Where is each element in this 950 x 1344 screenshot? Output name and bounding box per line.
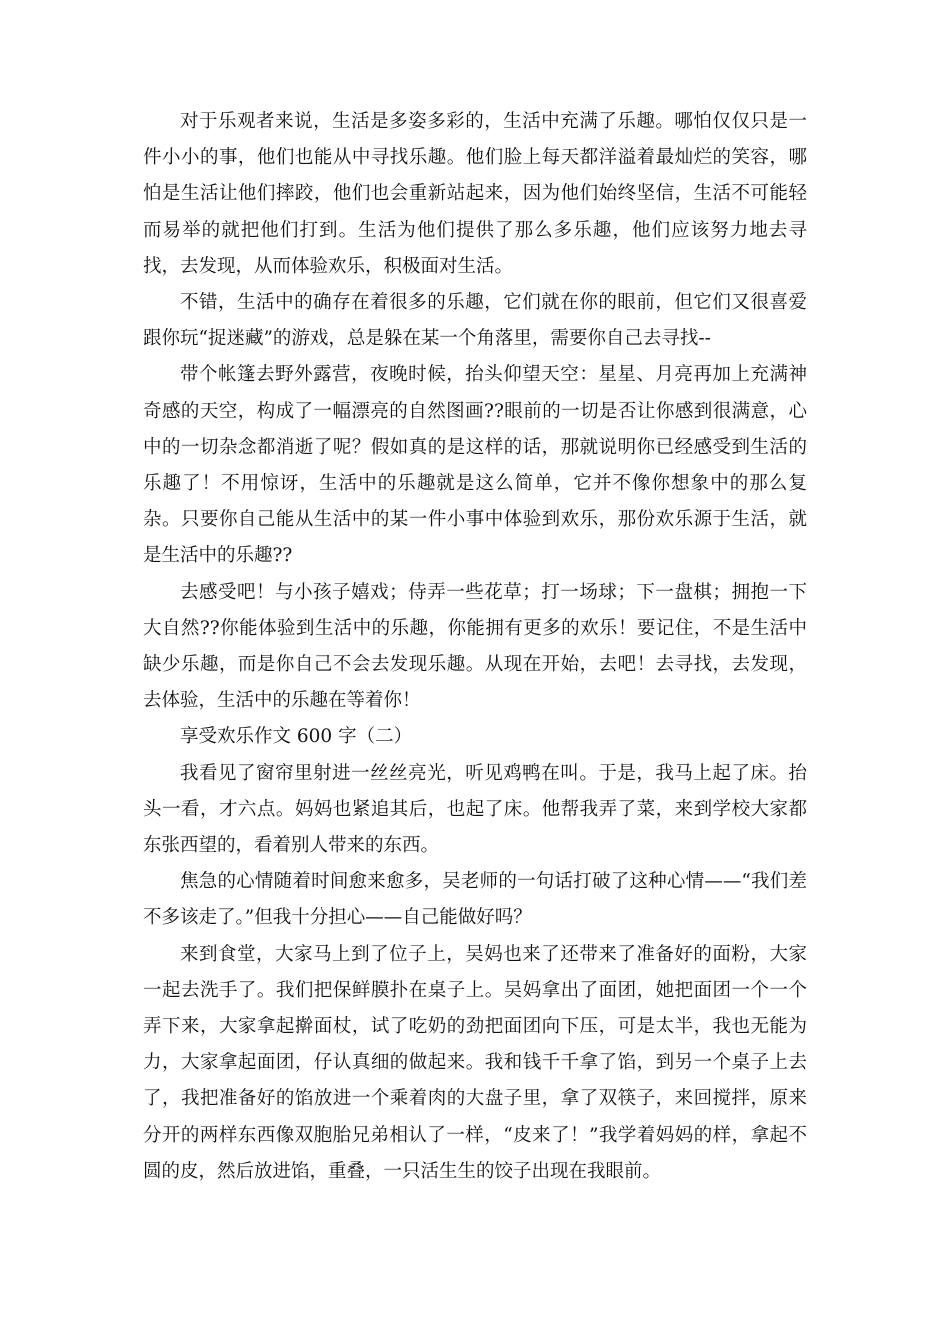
body-paragraph: 焦急的心情随着时间愈来愈多，吴老师的一句话打破了这种心情——“我们差不多该走了。”但我十分担心——自己能做好吗？ <box>143 871 807 929</box>
body-paragraph: 去感受吧！与小孩子嬉戏；侍弄一些花草；打一场球；下一盘棋；拥抱一下大自然??你能体验到生活中的乐趣，你能拥有更多的欢乐！要记住，不是生活中缺少乐趣，而是你自己不会去发现乐趣。从现在开始，去吧！去寻找，去发现，去体验，生活中的乐趣在等着你！ <box>143 581 807 712</box>
section-heading: 享受欢乐作文 600 字（二） <box>180 726 413 748</box>
body-paragraph: 不错，生活中的确存在着很多的乐趣，它们就在你的眼前，但它们又很喜爱跟你玩“捉迷藏”的游戏，总是躲在某一个角落里，需要你自己去寻找-- <box>143 292 807 350</box>
body-paragraph: 对于乐观者来说，生活是多姿多彩的，生活中充满了乐趣。哪怕仅仅只是一件小小的事，他们也能从中寻找乐趣。他们脸上每天都洋溢着最灿烂的笑容，哪怕是生活让他们摔跤，他们也会重新站起来，因为他们始终坚信，生活不可能轻而易举的就把他们打到。生活为他们提供了那么多乐趣，他们应该努力地去寻找，去发现，从而体验欢乐，积极面对生活。 <box>143 111 807 277</box>
body-paragraph: 来到食堂，大家马上到了位子上，吴妈也来了还带来了准备好的面粉，大家一起去洗手了。我们把保鲜膜扑在桌子上。吴妈拿出了面团，她把面团一个一个弄下来，大家拿起擀面杖，试了吃奶的劲把面团向下压，可是太半，我也无能为力，大家拿起面团，仔认真细的做起来。我和钱千千拿了馅，到另一个桌子上去了，我把准备好的馅放进一个乘着肉的大盘子里，拿了双筷子，来回搅拌，原来分开的两样东西像双胞胎兄弟相认了一样，“皮来了！”我学着妈妈的样，拿起不圆的皮，然后放进馅，重叠，一只活生生的饺子出现在我眼前。 <box>143 943 807 1182</box>
document-page <box>143 104 807 1190</box>
body-paragraph: 带个帐篷去野外露营，夜晚时候，抬头仰望天空：星星、月亮再加上充满神奇感的天空，构成了一幅漂亮的自然图画??眼前的一切是否让你感到很满意，心中的一切杂念都消逝了呢？假如真的是这样的话，那就说明你已经感受到生活的乐趣了！不用惊讶，生活中的乐趣就是这么简单，它并不像你想象中的那么复杂。只要你自己能从生活中的某一件小事中体验到欢乐，那份欢乐源于生活，就是生活中的乐趣?? <box>143 364 807 567</box>
body-paragraph: 我看见了窗帘里射进一丝丝亮光，听见鸡鸭在叫。于是，我马上起了床。抬头一看，才六点。妈妈也紧追其后，也起了床。他帮我弄了菜，来到学校大家都东张西望的，看着别人带来的东西。 <box>143 762 807 857</box>
